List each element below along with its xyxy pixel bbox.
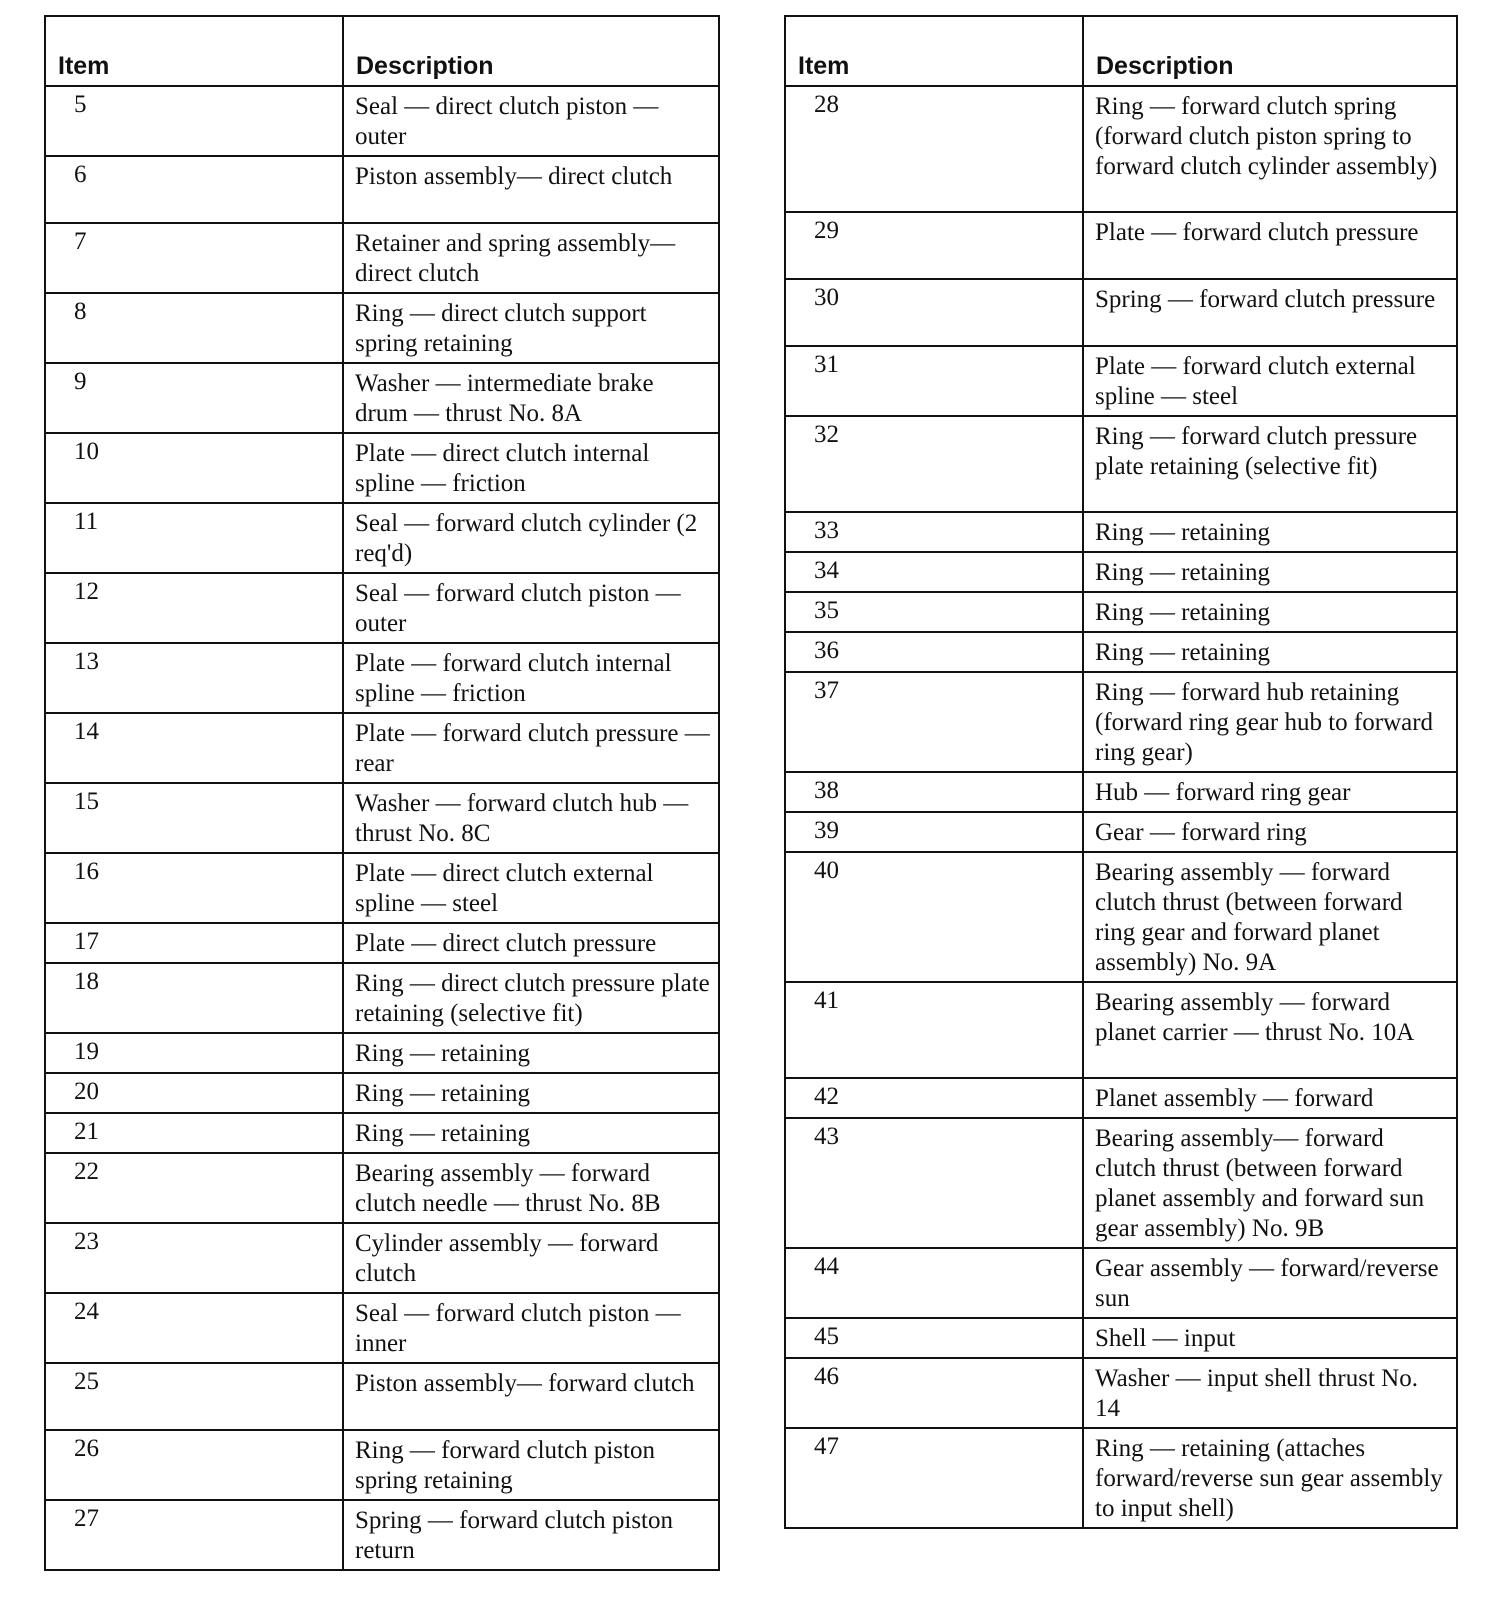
item-number: 29: [785, 212, 1083, 279]
item-description: Ring — direct clutch support spring retaining: [343, 293, 719, 363]
item-number: 20: [45, 1073, 343, 1113]
table-row: [45, 1363, 719, 1430]
item-description: Ring — retaining: [343, 1113, 719, 1153]
table-row: [785, 552, 1457, 592]
item-description: Seal — forward clutch cylinder (2 req'd): [343, 503, 719, 573]
header-row: [45, 16, 719, 86]
table-row: [45, 293, 719, 363]
parts-table-right: [784, 15, 1458, 1529]
item-description: Ring — forward hub retaining (forward ring gear hub to forward ring gear): [1083, 672, 1457, 772]
item-number: 35: [785, 592, 1083, 632]
table-row: [45, 503, 719, 573]
table-row: [785, 852, 1457, 982]
item-description: Piston assembly— forward clutch: [343, 1363, 719, 1430]
item-number: 23: [45, 1223, 343, 1293]
item-number: 12: [45, 573, 343, 643]
table-row: [45, 713, 719, 783]
table-row: [785, 1248, 1457, 1318]
item-description: Cylinder assembly — forward clutch: [343, 1223, 719, 1293]
column-header-item: Item: [45, 16, 343, 86]
item-number: 15: [45, 783, 343, 853]
table-row: [785, 346, 1457, 416]
item-description: Ring — retaining: [1083, 552, 1457, 592]
table-row: [45, 1430, 719, 1500]
table-row: [785, 672, 1457, 772]
item-description: Spring — forward clutch pressure: [1083, 279, 1457, 346]
item-number: 14: [45, 713, 343, 783]
parts-table-left: [44, 15, 720, 1571]
table-row: [45, 1033, 719, 1073]
table-row: [785, 1358, 1457, 1428]
item-number: 44: [785, 1248, 1083, 1318]
item-description: Ring — forward clutch piston spring retaining: [343, 1430, 719, 1500]
header-row: [785, 16, 1457, 86]
item-description: Hub — forward ring gear: [1083, 772, 1457, 812]
item-description: Ring — retaining: [343, 1033, 719, 1073]
table-row: [45, 853, 719, 923]
item-description: Ring — retaining: [343, 1073, 719, 1113]
item-number: 40: [785, 852, 1083, 982]
item-number: 37: [785, 672, 1083, 772]
item-description: Ring — forward clutch pressure plate retaining (selective fit): [1083, 416, 1457, 512]
table-row: [45, 1153, 719, 1223]
table-row: [45, 1073, 719, 1113]
item-description: Plate — forward clutch pressure — rear: [343, 713, 719, 783]
item-number: 39: [785, 812, 1083, 852]
table-row: [45, 573, 719, 643]
item-number: 42: [785, 1078, 1083, 1118]
table-row: [785, 279, 1457, 346]
item-description: Gear assembly — forward/reverse sun: [1083, 1248, 1457, 1318]
column-header-description: Description: [1083, 16, 1457, 86]
table-row: [45, 643, 719, 713]
item-number: 11: [45, 503, 343, 573]
item-number: 38: [785, 772, 1083, 812]
item-number: 18: [45, 963, 343, 1033]
table-row: [45, 86, 719, 156]
item-number: 6: [45, 156, 343, 223]
item-number: 19: [45, 1033, 343, 1073]
table-row: [785, 1118, 1457, 1248]
table-row: [785, 86, 1457, 212]
item-description: Ring — forward clutch spring (forward clutch piston spring to forward clutch cylinder assembly): [1083, 86, 1457, 212]
item-description: Shell — input: [1083, 1318, 1457, 1358]
item-number: 45: [785, 1318, 1083, 1358]
item-number: 24: [45, 1293, 343, 1363]
item-description: Planet assembly — forward: [1083, 1078, 1457, 1118]
item-description: Washer — intermediate brake drum — thrust No. 8A: [343, 363, 719, 433]
item-description: Plate — direct clutch external spline — steel: [343, 853, 719, 923]
item-number: 33: [785, 512, 1083, 552]
item-number: 31: [785, 346, 1083, 416]
item-description: Spring — forward clutch piston return: [343, 1500, 719, 1570]
column-header-description: Description: [343, 16, 719, 86]
item-number: 43: [785, 1118, 1083, 1248]
item-description: Plate — forward clutch pressure: [1083, 212, 1457, 279]
item-number: 27: [45, 1500, 343, 1570]
item-number: 36: [785, 632, 1083, 672]
item-number: 16: [45, 853, 343, 923]
table-row: [785, 1428, 1457, 1528]
table-row: [45, 433, 719, 503]
table-row: [785, 982, 1457, 1078]
item-number: 30: [785, 279, 1083, 346]
item-number: 21: [45, 1113, 343, 1153]
item-description: Gear — forward ring: [1083, 812, 1457, 852]
column-header-item: Item: [785, 16, 1083, 86]
item-description: Ring — retaining (attaches forward/reverse sun gear assembly to input shell): [1083, 1428, 1457, 1528]
item-description: Bearing assembly — forward clutch thrust (between forward ring gear and forward planet assembly) No. 9A: [1083, 852, 1457, 982]
item-number: 9: [45, 363, 343, 433]
table-row: [45, 1113, 719, 1153]
table-row: [785, 592, 1457, 632]
table-row: [785, 772, 1457, 812]
item-description: Seal — direct clutch piston — outer: [343, 86, 719, 156]
item-description: Ring — retaining: [1083, 512, 1457, 552]
table-row: [785, 512, 1457, 552]
table-row: [45, 783, 719, 853]
item-number: 13: [45, 643, 343, 713]
item-description: Seal — forward clutch piston — inner: [343, 1293, 719, 1363]
item-description: Washer — input shell thrust No. 14: [1083, 1358, 1457, 1428]
item-number: 46: [785, 1358, 1083, 1428]
item-description: Ring — direct clutch pressure plate retaining (selective fit): [343, 963, 719, 1033]
item-number: 10: [45, 433, 343, 503]
table-row: [785, 1318, 1457, 1358]
table-row: [45, 363, 719, 433]
item-number: 26: [45, 1430, 343, 1500]
table-row: [45, 923, 719, 963]
table-row: [45, 1500, 719, 1570]
item-number: 22: [45, 1153, 343, 1223]
item-description: Retainer and spring assembly— direct clutch: [343, 223, 719, 293]
item-description: Piston assembly— direct clutch: [343, 156, 719, 223]
item-description: Ring — retaining: [1083, 632, 1457, 672]
item-description: Plate — direct clutch internal spline — friction: [343, 433, 719, 503]
table-row: [785, 632, 1457, 672]
item-number: 28: [785, 86, 1083, 212]
item-number: 34: [785, 552, 1083, 592]
item-number: 7: [45, 223, 343, 293]
table-row: [45, 963, 719, 1033]
item-description: Seal — forward clutch piston — outer: [343, 573, 719, 643]
item-number: 32: [785, 416, 1083, 512]
table-row: [45, 1293, 719, 1363]
table-row: [45, 1223, 719, 1293]
table-row: [785, 212, 1457, 279]
item-description: Washer — forward clutch hub — thrust No. 8C: [343, 783, 719, 853]
item-description: Plate — direct clutch pressure: [343, 923, 719, 963]
item-number: 8: [45, 293, 343, 363]
table-row: [45, 223, 719, 293]
item-number: 25: [45, 1363, 343, 1430]
table-row: [45, 156, 719, 223]
item-description: Bearing assembly — forward planet carrier — thrust No. 10A: [1083, 982, 1457, 1078]
item-description: Plate — forward clutch external spline — steel: [1083, 346, 1457, 416]
item-number: 5: [45, 86, 343, 156]
table-row: [785, 812, 1457, 852]
item-description: Ring — retaining: [1083, 592, 1457, 632]
item-description: Plate — forward clutch internal spline — friction: [343, 643, 719, 713]
item-number: 41: [785, 982, 1083, 1078]
item-number: 47: [785, 1428, 1083, 1528]
item-number: 17: [45, 923, 343, 963]
item-description: Bearing assembly— forward clutch thrust (between forward planet assembly and forward sun gear assembly) No. 9B: [1083, 1118, 1457, 1248]
item-description: Bearing assembly — forward clutch needle — thrust No. 8B: [343, 1153, 719, 1223]
table-row: [785, 1078, 1457, 1118]
table-row: [785, 416, 1457, 512]
